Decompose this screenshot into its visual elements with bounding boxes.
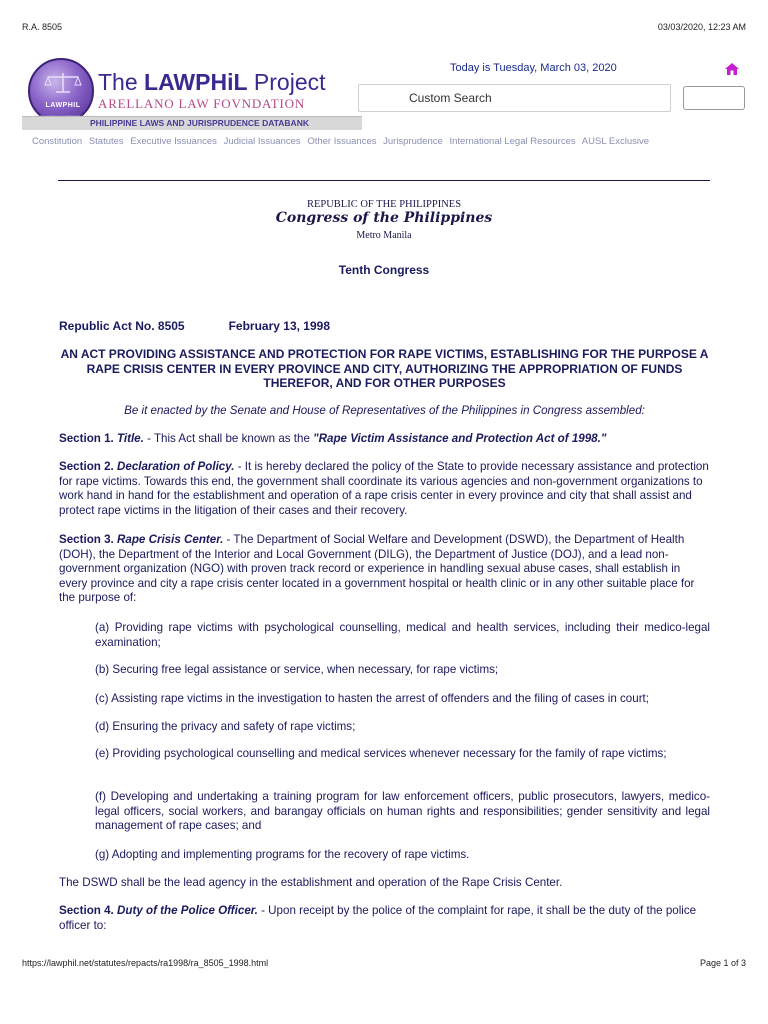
nav-item-executive-issuances[interactable]: Executive Issuances	[130, 136, 217, 147]
section-3	[59, 533, 710, 606]
page-number: Page 1 of 3	[699, 958, 746, 968]
section-3-label: Section 3.	[59, 533, 114, 546]
section-2-title: Declaration of Policy.	[117, 460, 235, 473]
section-1-title: Title.	[117, 432, 144, 445]
site-title-prefix: The	[98, 69, 145, 95]
section-3-item-b: (b) Securing free legal assistance or service, when necessary, for rape victims;	[95, 663, 499, 676]
act-number-line	[59, 319, 710, 334]
site-title-suffix: Project	[247, 69, 326, 95]
print-header-title: R.A. 8505	[22, 22, 63, 32]
site-title[interactable]	[98, 69, 326, 96]
scales-of-justice-icon	[44, 72, 82, 94]
databank-label: PHILIPPINE LAWS AND JURISPRUDENCE DATABANK	[90, 118, 309, 128]
lawphil-logo[interactable]	[28, 58, 94, 124]
search-button[interactable]	[683, 86, 745, 110]
nav-item-judicial-issuances[interactable]: Judicial Issuances	[223, 136, 301, 147]
section-3-item-f: (f) Developing and undertaking a training program for law enforcement officers, public prosecutors, lawyers, medico-legal officers, social workers, and barangay officials on human rights and responsibilities; gender sensitivity and legal management of rape cases; and	[95, 790, 710, 832]
nav-item-other-issuances[interactable]: Other Issuances	[307, 136, 377, 147]
section-1	[59, 432, 710, 447]
site-subtitle: ARELLANO LAW FOVNDATION	[98, 96, 306, 111]
databank-bar	[22, 116, 362, 130]
divider	[58, 180, 710, 181]
act-number: Republic Act No. 8505	[59, 319, 185, 333]
today-date: Today is Tuesday, March 03, 2020	[450, 62, 617, 74]
nav-item-ausl-exclusive[interactable]: AUSL Exclusive	[581, 136, 650, 147]
nav-item-jurisprudence[interactable]: Jurisprudence	[383, 136, 443, 147]
nav-item-international-legal-resources[interactable]: International Legal Resources	[449, 136, 576, 147]
section-4	[59, 904, 710, 933]
republic-heading: REPUBLIC OF THE PHILIPPINES	[306, 199, 462, 210]
logo-text: LAWPHIL	[45, 102, 81, 109]
section-2	[59, 460, 710, 518]
print-header	[22, 22, 746, 36]
section-2-label: Section 2.	[59, 460, 114, 473]
main-nav	[32, 136, 742, 150]
section-4-label: Section 4.	[59, 904, 114, 917]
congress-heading: Congress of the Philippines	[275, 210, 493, 226]
section-1-short-title: "Rape Victim Assistance and Protection Act of 1998."	[313, 432, 607, 445]
nav-item-constitution[interactable]: Constitution	[32, 136, 83, 147]
dswd-lead-agency-paragraph: The DSWD shall be the lead agency in the establishment and operation of the Rape Crisis Center.	[59, 876, 563, 889]
search-input[interactable]	[358, 84, 671, 112]
section-3-item-c: (c) Assisting rape victims in the investigation to hasten the arrest of offenders and the filing of cases in court;	[95, 692, 649, 705]
search-placeholder: Custom Search	[409, 91, 492, 105]
section-4-title: Duty of the Police Officer.	[117, 904, 258, 917]
home-icon[interactable]	[724, 62, 740, 76]
session-heading: Tenth Congress	[338, 263, 430, 277]
section-1-label: Section 1.	[59, 432, 114, 445]
section-3-item-g: (g) Adopting and implementing programs for the recovery of rape victims.	[95, 848, 470, 861]
section-3-text: - The Department of Social Welfare and Development (DSWD), the Department of Health (DOH), the Department of the Interior and Local Government (DILG), the Department of Justice (DOJ), and a lead non-government organization (NGO) with proven track record or experience in handling sexual abuse cases, shall establish in every province and city a rape crisis center located in a government hospital or health clinic or in any other suitable place for the purpose of:	[59, 533, 695, 604]
enacting-clause: Be it enacted by the Senate and House of Representatives of the Philippines in Congress assembled:	[124, 404, 645, 417]
act-date: February 13, 1998	[228, 319, 330, 333]
section-2-text: - It is hereby declared the policy of the State to provide necessary assistance and protection for rape victims. Towards this end, the government shall coordinate its various agencies and non-government organizations to work hand in hand for the establishment and operation of a rape crisis center in every province and city that shall assist and protect rape victims in the litigation of their cases and their recovery.	[59, 460, 709, 517]
section-3-item-e: (e) Providing psychological counselling and medical services whenever necessary for the family of rape victims;	[95, 747, 667, 760]
section-4-text: - Upon receipt by the police of the complaint for rape, it shall be the duty of the police officer to:	[59, 904, 697, 932]
section-1-text: - This Act shall be known as the	[143, 432, 314, 445]
section-3-title: Rape Crisis Center.	[117, 533, 224, 546]
page-url: https://lawphil.net/statutes/repacts/ra1998/ra_8505_1998.html	[22, 958, 269, 968]
print-footer	[22, 958, 746, 972]
section-3-item-a: (a) Providing rape victims with psychological counselling, medical and health services, including their medico-legal examination;	[95, 621, 710, 649]
section-3-item-d: (d) Ensuring the privacy and safety of rape victims;	[95, 720, 356, 733]
metro-manila-heading: Metro Manila	[356, 230, 412, 241]
nav-item-statutes[interactable]: Statutes	[88, 136, 124, 147]
act-title: AN ACT PROVIDING ASSISTANCE AND PROTECTION FOR RAPE VICTIMS, ESTABLISHING FOR THE PURPOSE A RAPE CRISIS CENTER IN EVERY PROVINCE AND CITY, AUTHORIZING THE APPROPRIATION OF FUNDS THEREFOR, AND FOR OTHER PURPOSES	[60, 347, 709, 390]
print-header-timestamp: 03/03/2020, 12:23 AM	[657, 22, 746, 32]
site-title-brand: LAWPHiL	[144, 69, 248, 95]
